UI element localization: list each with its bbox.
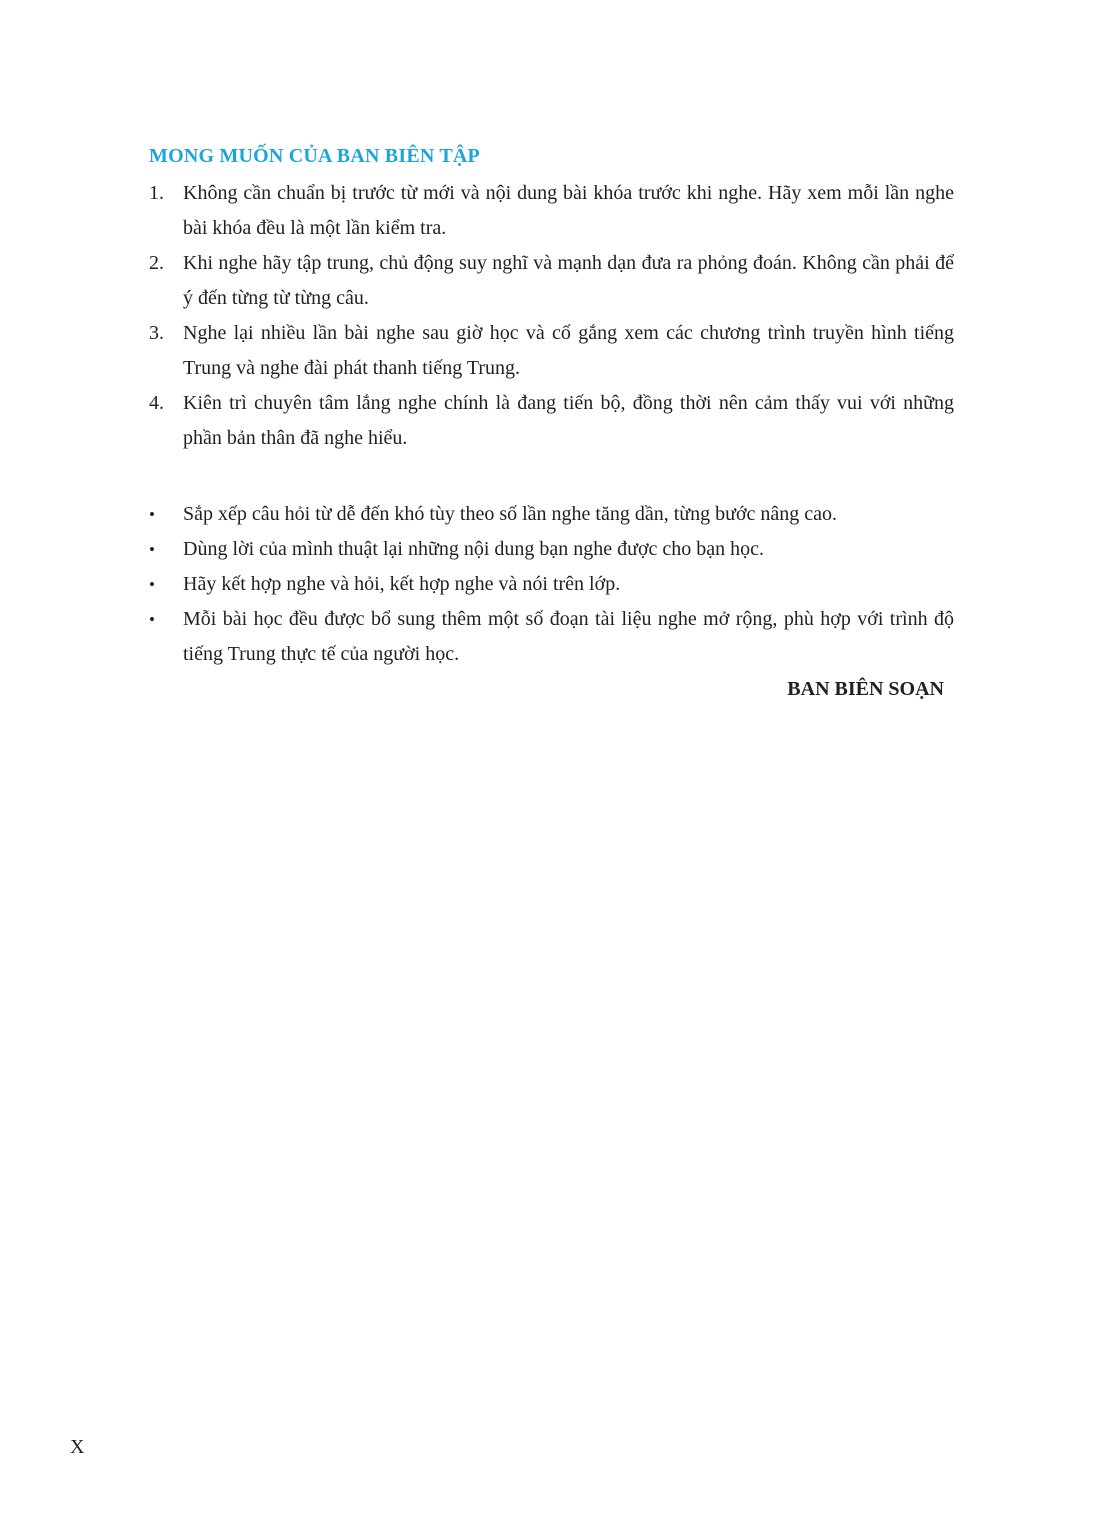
item-number: 2. [149,252,164,274]
item-text: Nghe lại nhiều lần bài nghe sau giờ học và cố gắng xem các chương trình truyền hình tiếng Trung và nghe đài phát thanh tiếng Trung. [183,322,954,379]
bullet-item [149,602,954,672]
page-number: X [70,1436,85,1458]
item-text: Kiên trì chuyên tâm lắng nghe chính là đang tiến bộ, đồng thời nên cảm thấy vui với những phần bản thân đã nghe hiểu. [183,392,954,449]
bullet-item [149,567,954,602]
bullet-icon: • [149,610,155,629]
item-text: Không cần chuẩn bị trước từ mới và nội dung bài khóa trước khi nghe. Hãy xem mỗi lần nghe bài khóa đều là một lần kiểm tra. [183,182,954,239]
item-text: Dùng lời của mình thuật lại những nội dung bạn nghe được cho bạn học. [183,538,765,560]
numbered-item [149,316,954,386]
numbered-item [149,246,954,316]
item-text: Khi nghe hãy tập trung, chủ động suy nghĩ và mạnh dạn đưa ra phỏng đoán. Không cần phải để ý đến từng từ từng câu. [183,252,954,309]
numbered-list [149,176,954,456]
item-text: Mỗi bài học đều được bổ sung thêm một số đoạn tài liệu nghe mở rộng, phù hợp với trình độ tiếng Trung thực tế của người học. [183,608,954,665]
item-number: 3. [149,322,164,344]
item-text: Hãy kết hợp nghe và hỏi, kết hợp nghe và nói trên lớp. [183,573,621,595]
numbered-item [149,386,954,456]
numbered-item [149,176,954,246]
bullet-list [149,497,954,672]
signature: BAN BIÊN SOẠN [787,678,944,700]
item-number: 1. [149,182,164,204]
section-heading: MONG MUỐN CỦA BAN BIÊN TẬP [149,145,480,167]
bullet-item [149,497,954,532]
bullet-item [149,532,954,567]
bullet-icon: • [149,540,155,559]
item-number: 4. [149,392,164,414]
bullet-icon: • [149,505,155,524]
item-text: Sắp xếp câu hỏi từ dễ đến khó tùy theo số lần nghe tăng dần, từng bước nâng cao. [183,503,838,525]
bullet-icon: • [149,575,155,594]
